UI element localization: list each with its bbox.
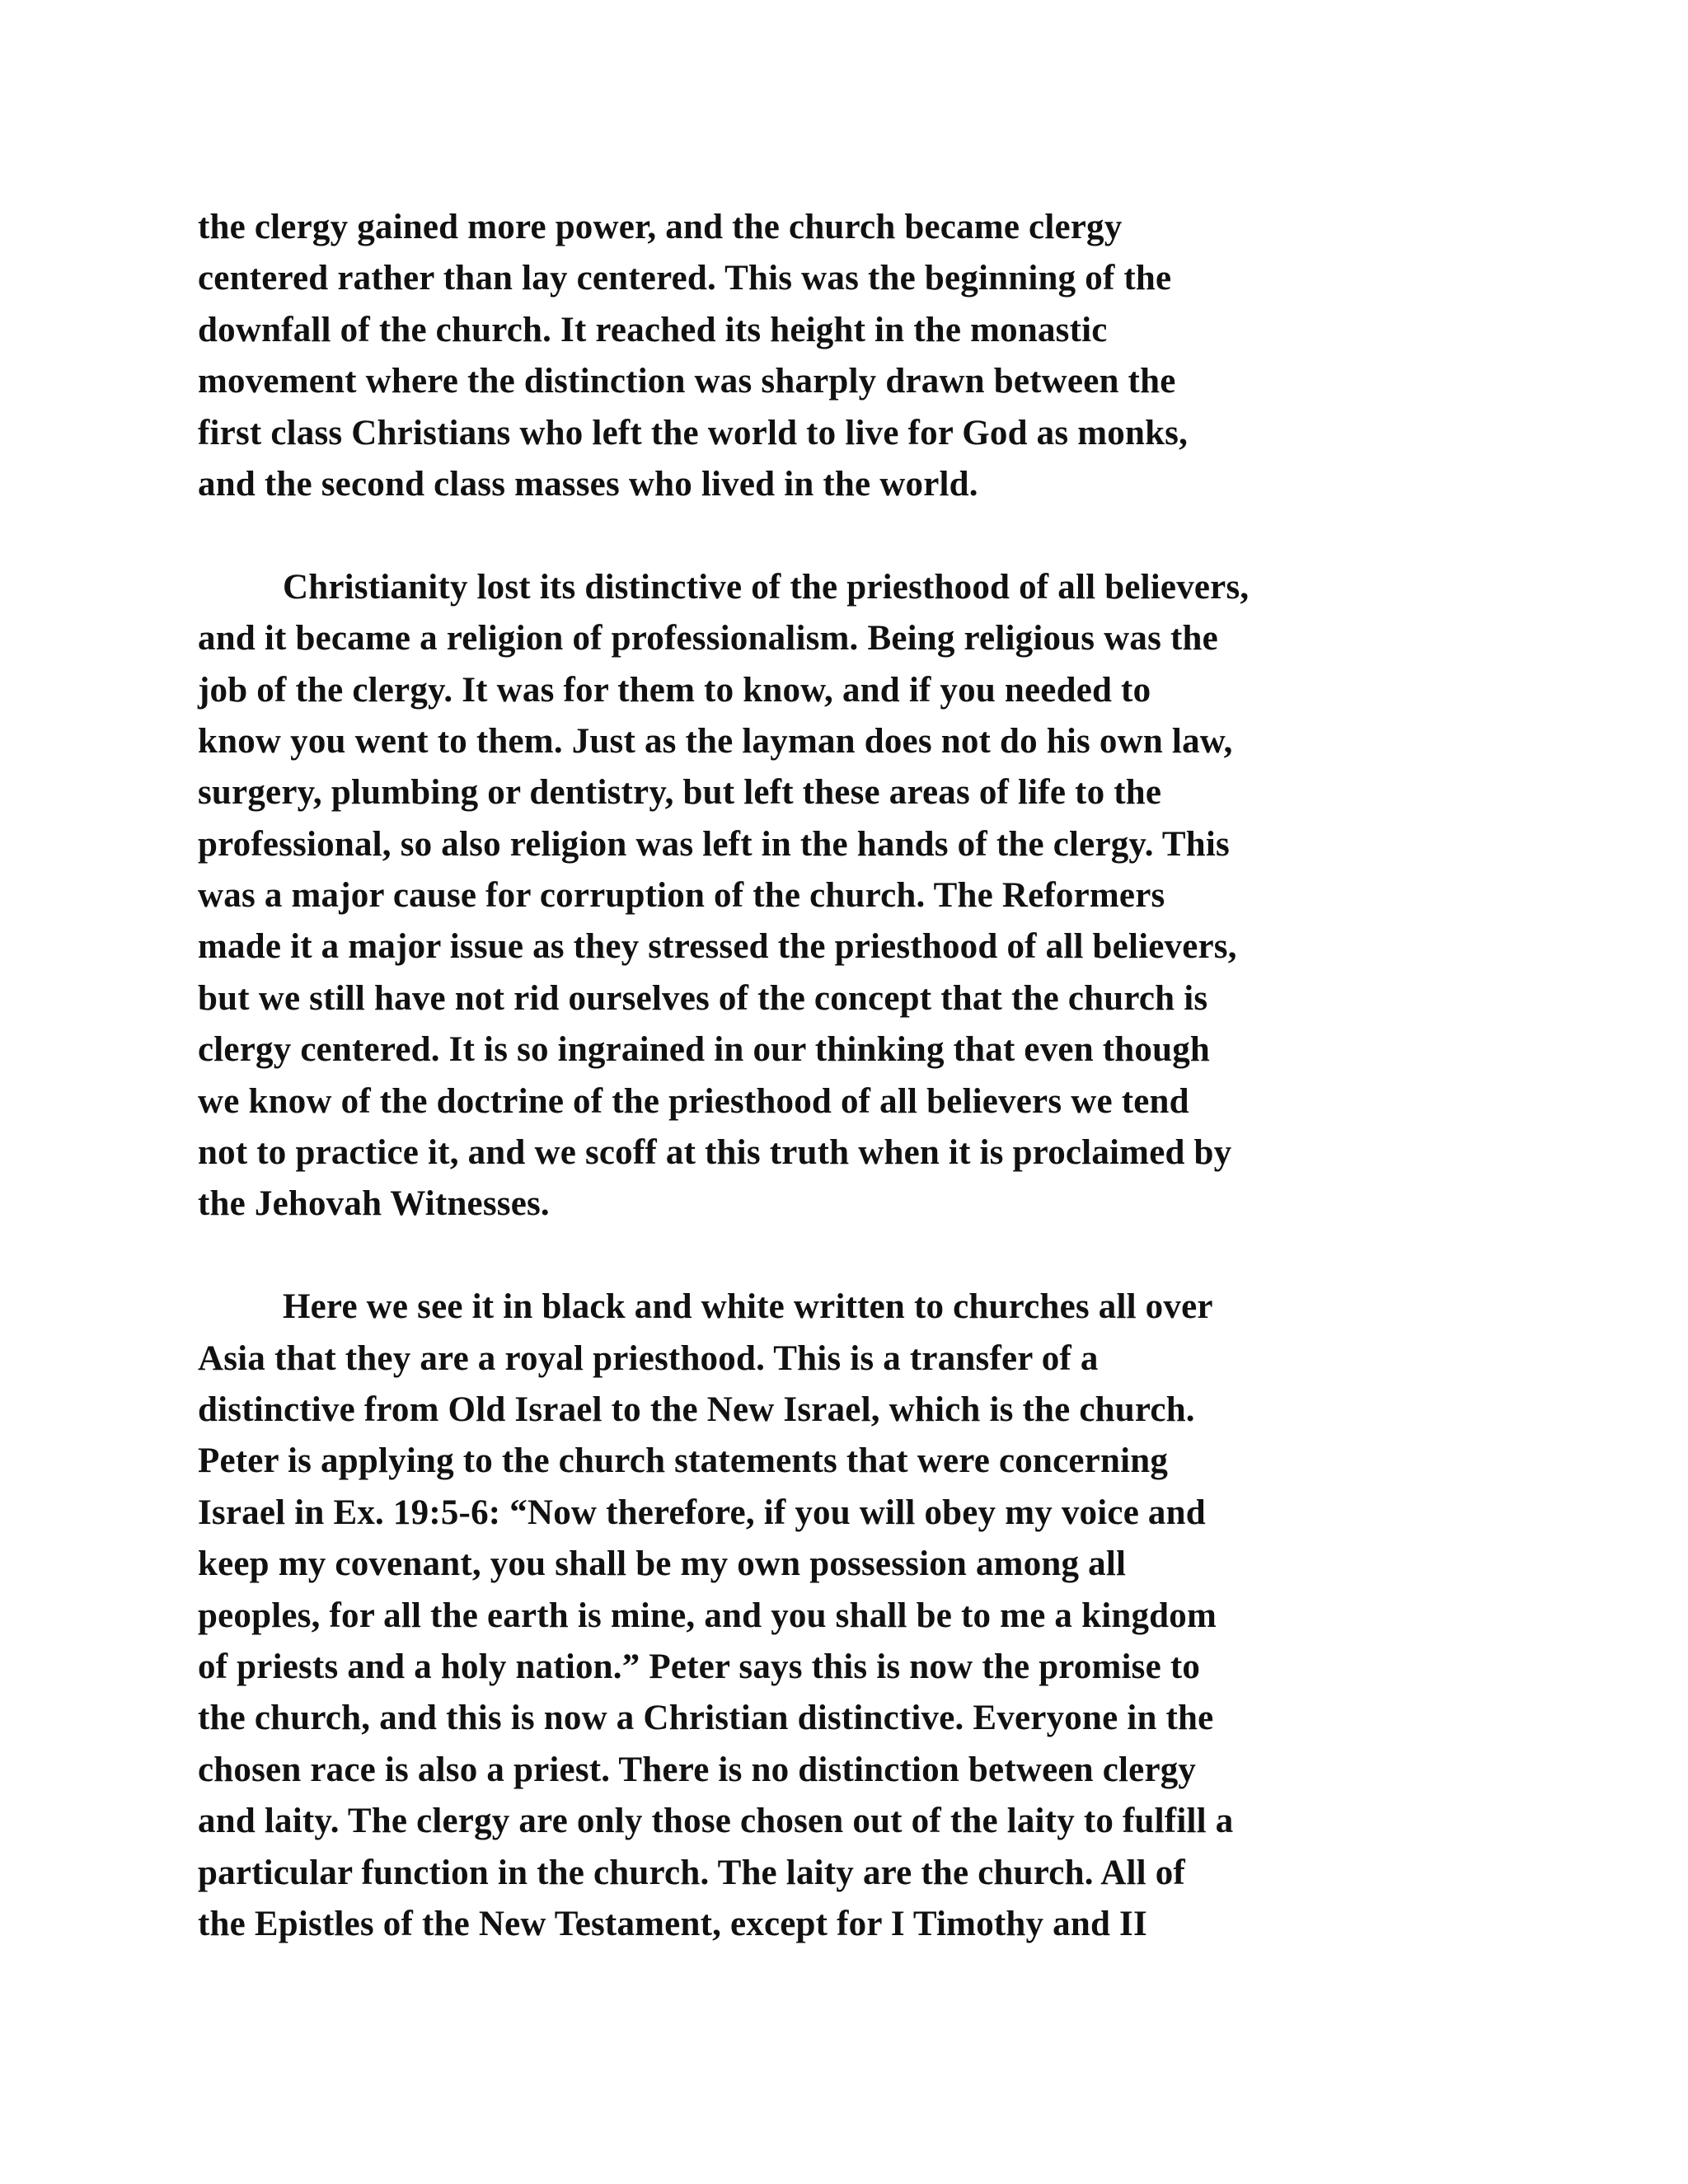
text-line: chosen race is also a priest. There is no distinction between clergy xyxy=(198,1750,1197,1789)
text-line: movement where the distinction was sharply drawn between the xyxy=(198,362,1176,401)
paragraph-3 xyxy=(198,1282,1484,1950)
paragraph-1 xyxy=(198,202,1484,510)
text-line: Peter is applying to the church statements that were concerning xyxy=(198,1441,1169,1481)
text-line: the Jehovah Witnesses. xyxy=(198,1184,550,1224)
text-line: centered rather than lay centered. This was the beginning of the xyxy=(198,259,1172,298)
text-line: the clergy gained more power, and the church became clergy xyxy=(198,208,1123,246)
text-line: know you went to them. Just as the layman does not do his own law, xyxy=(198,721,1233,761)
paragraph-2 xyxy=(198,562,1484,1230)
text-line: the Epistles of the New Testament, except for I Timothy and II xyxy=(198,1904,1147,1943)
text-line: first class Christians who left the world to live for God as monks, xyxy=(198,413,1189,452)
text-line: job of the clergy. It was for them to know, and if you needed to xyxy=(198,670,1151,710)
text-line: but we still have not rid ourselves of the concept that the church is xyxy=(198,978,1208,1018)
text-line: peoples, for all the earth is mine, and you shall be to me a kingdom xyxy=(198,1596,1217,1635)
text-line: and it became a religion of professionalism. Being religious was the xyxy=(198,619,1218,658)
body-text xyxy=(198,202,1484,1950)
paragraph-gap xyxy=(198,510,1484,561)
text-line: Asia that they are a royal priesthood. This is a transfer of a xyxy=(198,1338,1099,1378)
text-line: downfall of the church. It reached its height in the monastic xyxy=(198,310,1108,349)
text-line: Christianity lost its distinctive of the priesthood of all believers, xyxy=(283,567,1250,607)
text-line: and laity. The clergy are only those chosen out of the laity to fulfill a xyxy=(198,1802,1234,1841)
text-line: we know of the doctrine of the priesthood of all believers we tend xyxy=(198,1081,1189,1121)
text-line: Israel in Ex. 19:5-6: “Now therefore, if you will obey my voice and xyxy=(198,1493,1206,1532)
text-line: Here we see it in black and white written to churches all over xyxy=(283,1287,1213,1327)
text-line: the church, and this is now a Christian distinctive. Everyone in the xyxy=(198,1699,1214,1738)
paragraph-gap xyxy=(198,1230,1484,1282)
text-line: keep my covenant, you shall be my own possession among all xyxy=(198,1544,1127,1584)
text-line: and the second class masses who lived in the world. xyxy=(198,464,978,504)
text-line: was a major cause for corruption of the church. The Reformers xyxy=(198,876,1165,916)
text-line: professional, so also religion was left in the hands of the clergy. This xyxy=(198,824,1230,864)
text-line: particular function in the church. The laity are the church. All of xyxy=(198,1853,1185,1892)
text-line: clergy centered. It is so ingrained in our thinking that even though xyxy=(198,1030,1211,1070)
text-line: surgery, plumbing or dentistry, but left these areas of life to the xyxy=(198,773,1162,813)
text-line: made it a major issue as they stressed the priesthood of all believers, xyxy=(198,927,1237,967)
text-line: not to practice it, and we scoff at this truth when it is proclaimed by xyxy=(198,1133,1232,1173)
text-line: distinctive from Old Israel to the New Israel, which is the church. xyxy=(198,1390,1195,1429)
text-line: of priests and a holy nation.” Peter says this is now the promise to xyxy=(198,1647,1201,1686)
